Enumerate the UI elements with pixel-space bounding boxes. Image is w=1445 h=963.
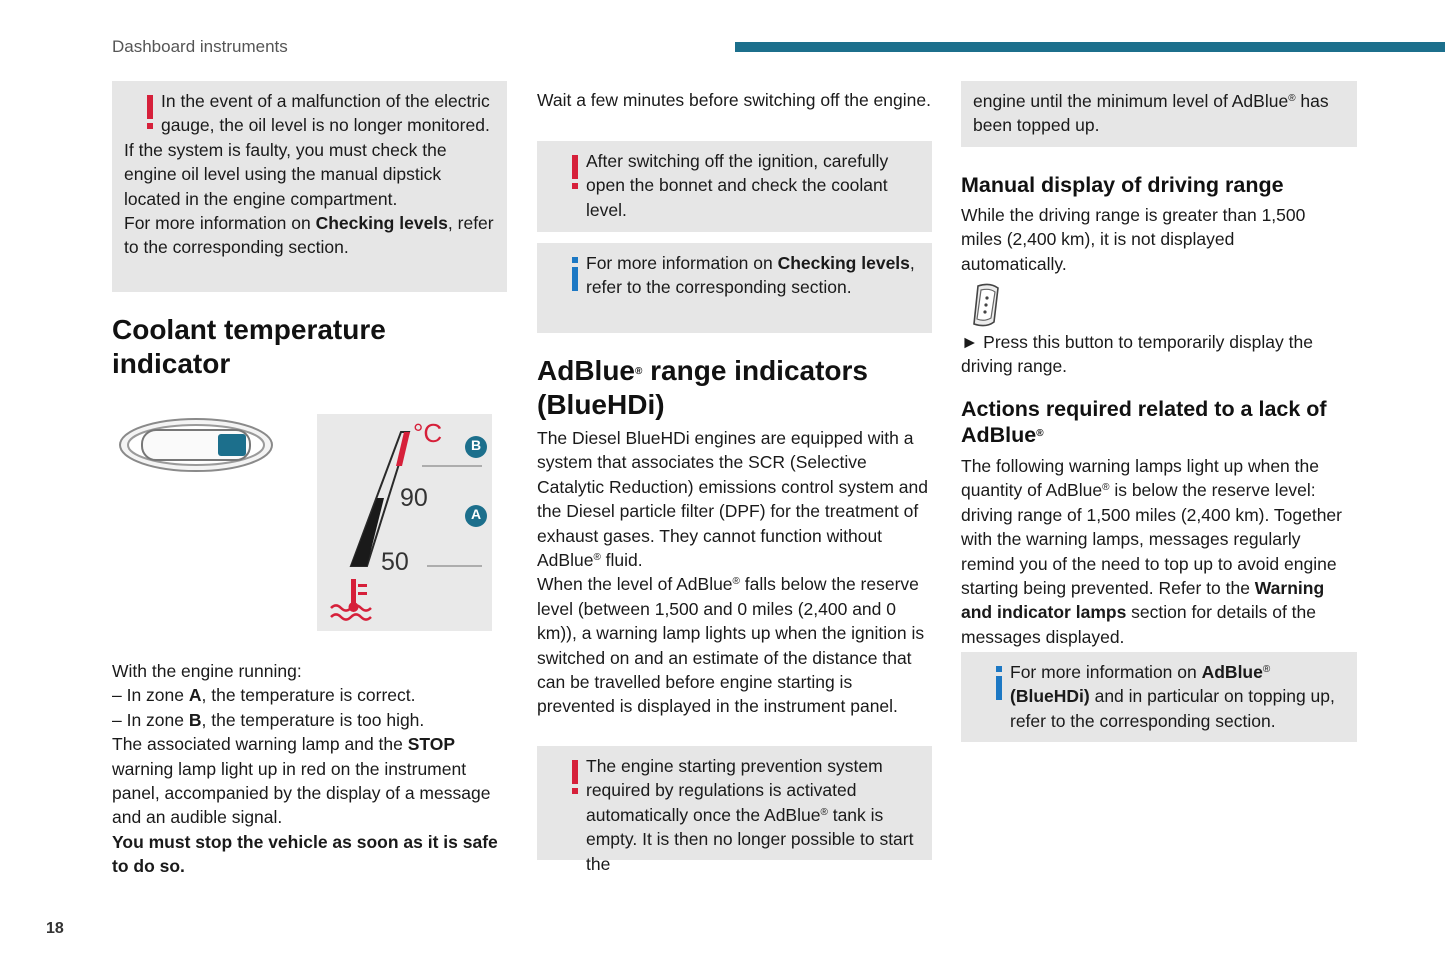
coolant-warning-lamp-icon <box>331 579 371 620</box>
info-icon <box>975 662 1009 706</box>
oil-warning-lead: In the event of a malfunction of the electric gauge, the oil level is no longer monitored. <box>161 91 490 136</box>
coolant-body-text <box>112 659 507 879</box>
driving-range-button-icon <box>968 282 1002 330</box>
coolant-check-text: After switching off the ignition, carefully open the bonnet and check the coolant level. <box>586 151 889 220</box>
engine-running-intro: With the engine running: <box>112 661 302 681</box>
exclamation-warning-icon <box>551 151 585 195</box>
starting-prevention-text: The engine starting prevention system required by regulations is activated automatically once the AdBlue® tank is empty. It is then no longer possible to start the <box>586 756 914 874</box>
exclamation-warning-icon <box>126 91 160 135</box>
actions-required-heading: Actions required related to a lack of AdBlue® <box>961 397 1327 447</box>
header-accent-bar <box>735 42 1445 52</box>
oil-warning-dipstick-text: If the system is faulty, you must check the engine oil level using the manual dipstick located in the engine compartment. <box>124 139 447 209</box>
coolant-heading: Coolant temperature indicator <box>112 314 386 379</box>
page-header-title: Dashboard instruments <box>112 37 288 56</box>
zone-a-line: – In zone A, the temperature is correct. <box>112 685 416 706</box>
adblue-heading: AdBlue® range indicators (BlueHDi) <box>537 355 868 420</box>
info-icon <box>551 253 585 297</box>
checking-levels-info-box <box>537 243 932 333</box>
link-checking-levels: Checking levels <box>315 213 448 234</box>
adblue-body-text <box>537 426 932 719</box>
exclamation-warning-icon <box>551 756 585 800</box>
page-number: 18 <box>46 920 64 937</box>
actions-required-text: The following warning lamps light up when the quantity of AdBlue® is below the reserve level: driving range of 1,500 miles (2,400 km). Together with the warning lamps, messages regularly remind you of the need to top up to avoid engine starting being prevented. Refer to the Warning and indicator lamps section for details of the messages displayed. <box>961 456 1342 647</box>
oil-warning-more-info: For more information on Checking levels, refer to the corresponding section. <box>124 213 494 258</box>
oil-gauge-warning-box <box>112 81 507 292</box>
coolant-gauge-panel <box>317 414 492 631</box>
gauge-unit-label: °C <box>413 418 443 448</box>
coolant-check-warning-box <box>537 141 932 232</box>
starting-prevention-warning-box <box>537 746 932 874</box>
adblue-info-text: For more information on AdBlue® (BlueHDi) and in particular on topping up, refer to the corresponding section. <box>1010 662 1335 731</box>
bluehdi-system-text: The Diesel BlueHDi engines are equipped with a system that associates the SCR (Selective Catalytic Reduction) emissions control system and the Diesel particle filter (DPF) for the treatment of exhaust gases. They cannot function without AdBlue® fluid. <box>537 428 928 571</box>
warning-lamp-text: The associated warning lamp and the STOP warning lamp light up in red on the instrument panel, accompanied by the display of a message and an audible signal. <box>112 734 491 828</box>
zone-b-line: – In zone B, the temperature is too high. <box>112 709 425 730</box>
checking-levels-info-text: For more information on Checking levels, refer to the corresponding section. <box>586 253 915 298</box>
adblue-info-box <box>961 652 1357 742</box>
press-button-instruction: ► Press this button to temporarily display the driving range. <box>961 332 1313 377</box>
gauge-mark-90: 90 <box>400 484 428 512</box>
adblue-continued-box <box>961 81 1357 147</box>
instrument-cluster-icon <box>116 414 276 476</box>
gauge-mark-50: 50 <box>381 548 409 576</box>
manual-display-heading: Manual display of driving range <box>961 173 1284 197</box>
zone-a-badge: A <box>470 506 482 522</box>
wait-before-switching-off: Wait a few minutes before switching off the engine. <box>537 90 931 110</box>
adblue-topped-up-text: engine until the minimum level of AdBlue® has been topped up. <box>973 91 1329 136</box>
zone-b-badge: B <box>470 437 482 453</box>
manual-display-text: While the driving range is greater than 1,500 miles (2,400 km), it is not displayed automatically. <box>961 205 1306 274</box>
stop-vehicle-warning: You must stop the vehicle as soon as it is safe to do so. <box>112 831 498 877</box>
adblue-reserve-text: When the level of AdBlue® falls below the reserve level (between 1,500 and 0 miles (2,400 and 0 km)), a warning lamp lights up when the ignition is switched on and an estimate of the distance that can be travelled before engine starting is prevented is displayed in the instrument panel. <box>537 574 925 717</box>
